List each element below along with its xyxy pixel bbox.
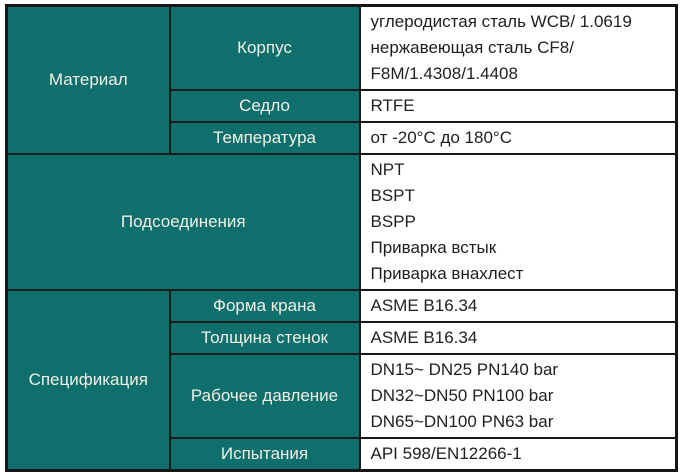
table-row bbox=[7, 290, 677, 322]
value-line: BSPT bbox=[370, 186, 415, 205]
value-line: DN32~DN50 PN100 bar bbox=[370, 386, 554, 405]
value-testing-standard bbox=[360, 438, 677, 471]
value-body-material bbox=[360, 6, 677, 91]
spec-table-container bbox=[5, 4, 678, 472]
value-line: API 598/EN12266-1 bbox=[370, 444, 522, 463]
value-line: от -20°C до 180°C bbox=[370, 128, 512, 147]
section-header-specification: Спецификация bbox=[7, 290, 170, 471]
value-line: углеродистая сталь WCB/ 1.0619 bbox=[370, 12, 632, 31]
value-line: DN65~DN100 PN63 bar bbox=[370, 412, 554, 431]
section-header-connections: Подсоединения bbox=[7, 154, 360, 290]
value-wall-thickness-standard bbox=[360, 322, 677, 354]
table-row bbox=[7, 154, 677, 290]
row-header-wall-thickness: Толщина стенок bbox=[170, 322, 360, 354]
table-row bbox=[7, 6, 677, 91]
value-line: DN15~ DN25 PN140 bar bbox=[370, 360, 559, 379]
value-line: нержавеющая сталь CF8/ bbox=[370, 38, 574, 57]
row-header-seat: Седло bbox=[170, 90, 360, 122]
value-line: Приварка внахлест bbox=[370, 264, 524, 283]
row-header-working-pressure: Рабочее давление bbox=[170, 354, 360, 438]
value-working-pressure bbox=[360, 354, 677, 438]
value-line: Приварка встык bbox=[370, 238, 497, 257]
row-header-valve-shape: Форма крана bbox=[170, 290, 360, 322]
value-line: RTFE bbox=[370, 96, 415, 115]
value-line: F8M/1.4308/1.4408 bbox=[370, 64, 518, 83]
value-temperature-range bbox=[360, 122, 677, 154]
row-header-temperature: Температура bbox=[170, 122, 360, 154]
value-connection-types bbox=[360, 154, 677, 290]
value-seat-material bbox=[360, 90, 677, 122]
value-line: BSPP bbox=[370, 212, 416, 231]
value-line: NPT bbox=[370, 160, 405, 179]
value-valve-shape-standard bbox=[360, 290, 677, 322]
value-line: ASME B16.34 bbox=[370, 296, 478, 315]
row-header-testing: Испытания bbox=[170, 438, 360, 471]
row-header-body: Корпус bbox=[170, 6, 360, 91]
spec-table bbox=[5, 4, 678, 472]
section-header-material: Материал bbox=[7, 6, 170, 155]
value-line: ASME B16.34 bbox=[370, 328, 478, 347]
